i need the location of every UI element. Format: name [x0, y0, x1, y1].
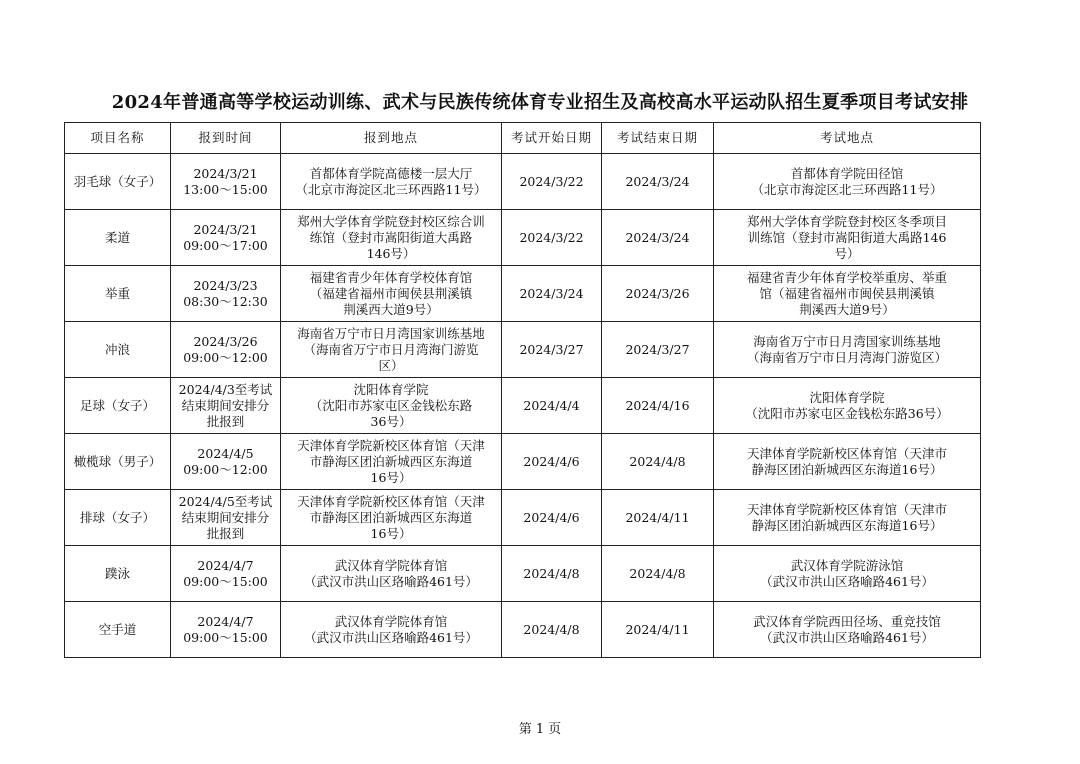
checkin-location-cell: 海南省万宁市日月湾国家训练基地 （海南省万宁市日月湾海门游览 区）	[281, 322, 502, 378]
exam-end-date-cell: 2024/4/8	[602, 434, 714, 490]
exam-location-cell: 武汉体育学院西田径场、重竞技馆 （武汉市洪山区珞喻路461号）	[714, 602, 981, 658]
exam-location-cell: 沈阳体育学院 （沈阳市苏家屯区金钱松东路36号）	[714, 378, 981, 434]
checkin-time-cell: 2024/3/26 09:00～12:00	[171, 322, 281, 378]
table-row	[65, 602, 981, 658]
event-name-cell: 羽毛球（女子）	[65, 154, 171, 210]
page-number: 第 1 页	[518, 722, 562, 737]
exam-location-cell: 海南省万宁市日月湾国家训练基地 （海南省万宁市日月湾海门游览区）	[714, 322, 981, 378]
event-name-cell: 空手道	[65, 602, 171, 658]
table-row	[65, 434, 981, 490]
table-row	[65, 322, 981, 378]
column-header-exam-start-date: 考试开始日期	[502, 123, 602, 154]
exam-end-date-cell: 2024/4/16	[602, 378, 714, 434]
exam-start-date-cell: 2024/3/27	[502, 322, 602, 378]
exam-location-cell: 天津体育学院新校区体育馆（天津市 静海区团泊新城西区东海道16号）	[714, 434, 981, 490]
checkin-location-cell: 武汉体育学院体育馆 （武汉市洪山区珞喻路461号）	[281, 546, 502, 602]
checkin-location-cell: 沈阳体育学院 （沈阳市苏家屯区金钱松东路 36号）	[281, 378, 502, 434]
exam-end-date-cell: 2024/4/11	[602, 490, 714, 546]
checkin-time-cell: 2024/3/21 13:00～15:00	[171, 154, 281, 210]
event-name-cell: 举重	[65, 266, 171, 322]
exam-start-date-cell: 2024/4/6	[502, 490, 602, 546]
exam-location-cell: 武汉体育学院游泳馆 （武汉市洪山区珞喻路461号）	[714, 546, 981, 602]
exam-schedule-table	[64, 122, 981, 658]
event-name-cell: 橄榄球（男子）	[65, 434, 171, 490]
column-header-checkin-time: 报到时间	[171, 123, 281, 154]
exam-location-cell: 首都体育学院田径馆 （北京市海淀区北三环西路11号）	[714, 154, 981, 210]
event-name-cell: 足球（女子）	[65, 378, 171, 434]
checkin-location-cell: 首都体育学院高德楼一层大厅 （北京市海淀区北三环西路11号）	[281, 154, 502, 210]
table-row	[65, 490, 981, 546]
checkin-location-cell: 天津体育学院新校区体育馆（天津 市静海区团泊新城西区东海道 16号）	[281, 434, 502, 490]
exam-start-date-cell: 2024/4/8	[502, 602, 602, 658]
table-row	[65, 154, 981, 210]
exam-end-date-cell: 2024/3/24	[602, 154, 714, 210]
exam-start-date-cell: 2024/3/24	[502, 266, 602, 322]
checkin-location-cell: 福建省青少年体育学校体育馆 （福建省福州市闽侯县荆溪镇 荆溪西大道9号）	[281, 266, 502, 322]
exam-start-date-cell: 2024/3/22	[502, 210, 602, 266]
exam-end-date-cell: 2024/3/26	[602, 266, 714, 322]
checkin-location-cell: 天津体育学院新校区体育馆（天津 市静海区团泊新城西区东海道 16号）	[281, 490, 502, 546]
exam-start-date-cell: 2024/3/22	[502, 154, 602, 210]
checkin-time-cell: 2024/4/7 09:00～15:00	[171, 602, 281, 658]
exam-location-cell: 天津体育学院新校区体育馆（天津市 静海区团泊新城西区东海道16号）	[714, 490, 981, 546]
column-header-exam-location: 考试地点	[714, 123, 981, 154]
exam-start-date-cell: 2024/4/8	[502, 546, 602, 602]
table-row	[65, 378, 981, 434]
page-title: 2024年普通高等学校运动训练、武术与民族传统体育专业招生及高校高水平运动队招生夏季项目考试安排	[111, 92, 969, 113]
checkin-time-cell: 2024/4/7 09:00～15:00	[171, 546, 281, 602]
event-name-cell: 排球（女子）	[65, 490, 171, 546]
column-header-checkin-location: 报到地点	[281, 123, 502, 154]
event-name-cell: 蹼泳	[65, 546, 171, 602]
exam-start-date-cell: 2024/4/4	[502, 378, 602, 434]
exam-location-cell: 郑州大学体育学院登封校区冬季项目 训练馆（登封市嵩阳街道大禹路146 号）	[714, 210, 981, 266]
column-header-event: 项目名称	[65, 123, 171, 154]
exam-start-date-cell: 2024/4/6	[502, 434, 602, 490]
exam-end-date-cell: 2024/4/8	[602, 546, 714, 602]
column-header-exam-end-date: 考试结束日期	[602, 123, 714, 154]
checkin-time-cell: 2024/4/3至考试 结束期间安排分 批报到	[171, 378, 281, 434]
checkin-time-cell: 2024/3/23 08:30～12:30	[171, 266, 281, 322]
exam-end-date-cell: 2024/3/24	[602, 210, 714, 266]
checkin-time-cell: 2024/4/5 09:00～12:00	[171, 434, 281, 490]
checkin-time-cell: 2024/3/21 09:00～17:00	[171, 210, 281, 266]
table-row	[65, 546, 981, 602]
event-name-cell: 柔道	[65, 210, 171, 266]
exam-end-date-cell: 2024/3/27	[602, 322, 714, 378]
event-name-cell: 冲浪	[65, 322, 171, 378]
table-header-row	[65, 123, 981, 154]
exam-end-date-cell: 2024/4/11	[602, 602, 714, 658]
checkin-location-cell: 郑州大学体育学院登封校区综合训 练馆（登封市嵩阳街道大禹路 146号）	[281, 210, 502, 266]
table-row	[65, 210, 981, 266]
checkin-time-cell: 2024/4/5至考试 结束期间安排分 批报到	[171, 490, 281, 546]
checkin-location-cell: 武汉体育学院体育馆 （武汉市洪山区珞喻路461号）	[281, 602, 502, 658]
table-row	[65, 266, 981, 322]
exam-location-cell: 福建省青少年体育学校举重房、举重 馆（福建省福州市闽侯县荆溪镇 荆溪西大道9号）	[714, 266, 981, 322]
